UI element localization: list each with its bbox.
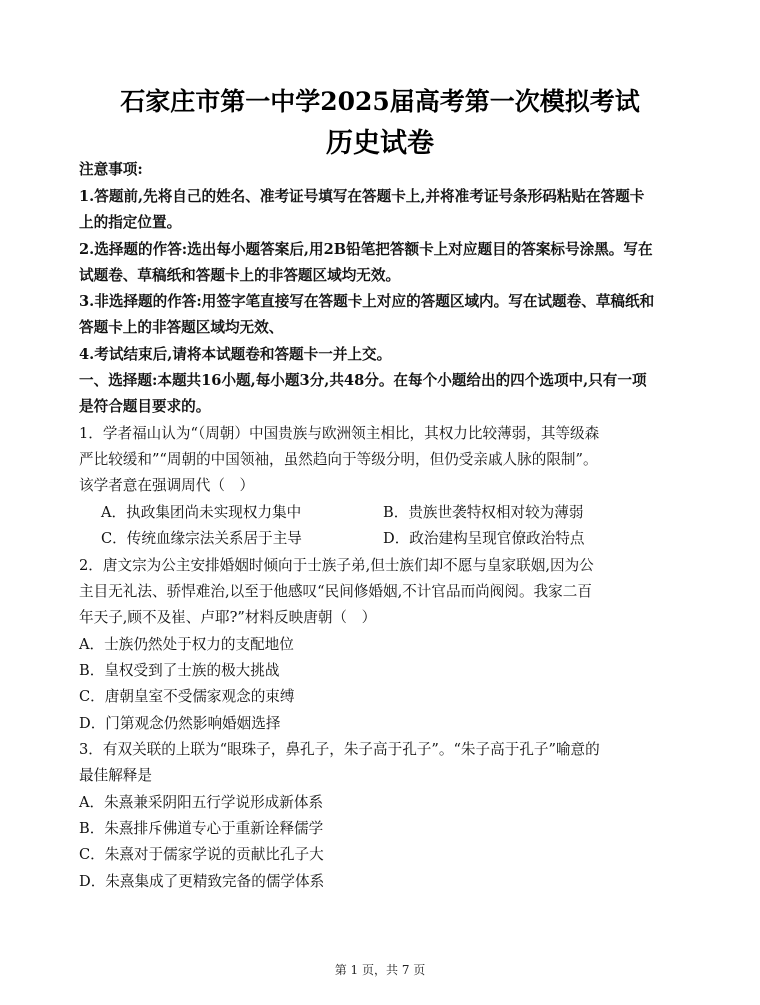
notice-line: 试题卷、草稿纸和答题卡上的非答题区域均无效。 (79, 267, 401, 284)
option-d: D．政治建构呈现官僚政治特点 (383, 530, 585, 547)
notice-line: 3.非选择题的作答:用签字笔直接写在答题卡上对应的答题区域内。写在试题卷、草稿纸和 (79, 293, 655, 310)
notice-line: 上的指定位置。 (79, 214, 182, 231)
option-b: B．贵族世袭特权相对较为薄弱 (383, 504, 584, 521)
notice-line: 2.选择题的作答:选出每小题答案后,用2B铅笔把答额卡上对应题目的答案标号涂黑。写在 (79, 241, 653, 258)
option-c: C．唐朝皇室不受儒家观念的束缚 (79, 688, 295, 705)
exam-title: 石家庄市第一中学2025届高考第一次模拟考试 (120, 87, 640, 116)
section-line: 是符合题目要求的。 (79, 398, 211, 415)
page-number: 第 1 页，共 7 页 (334, 963, 426, 977)
option-a: A．士族仍然处于权力的支配地位 (79, 636, 294, 653)
question-stem-line: 该学者意在强调周代（ ） (79, 477, 255, 494)
option-d: D．门第观念仍然影响婚姻选择 (79, 715, 281, 732)
option-b: B．皇权受到了士族的极大挑战 (79, 662, 280, 679)
section-line: 一、选择题:本题共16小题,每小题3分,共48分。在每个小题给出的四个选项中,只有一项 (79, 372, 647, 389)
option-a: A．执政集团尚未实现权力集中 (101, 504, 302, 521)
exam-subtitle: 历史试卷 (326, 128, 434, 159)
question-stem-line: 1．学者福山认为“（周朝）中国贵族与欧洲领主相比，其权力比较薄弱，其等级森 (79, 425, 600, 442)
option-b: B．朱熹排斥佛道专心于重新诠释儒学 (79, 820, 324, 837)
notice-line: 4.考试结束后,请将本试题卷和答题卡一并上交。 (79, 346, 392, 363)
notice-heading: 注意事项: (79, 161, 143, 178)
notice-line: 答题卡上的非答题区域均无效、 (79, 319, 284, 336)
notice-line: 1.答题前,先将自己的姓名、准考证号填写在答题卡上,并将准考证号条形码粘贴在答题卡 (79, 188, 645, 205)
option-c: C．传统血缘宗法关系居于主导 (101, 530, 302, 547)
question-stem-line: 年天子,顾不及崔、卢耶?”材料反映唐朝（ ） (79, 609, 377, 626)
question-stem-line: 主目无礼法、骄悍难治,以至于他感叹“民间修婚姻,不计官品而尚阀阅。我家二百 (79, 583, 592, 600)
option-d: D．朱熹集成了更精致完备的儒学体系 (79, 873, 325, 890)
question-stem-line: 3．有双关联的上联为“眼珠子，鼻孔子，朱子高于孔子”。“朱子高于孔子”喻意的 (79, 741, 600, 758)
option-a: A．朱熹兼采阴阳五行学说形成新体系 (79, 794, 324, 811)
question-stem-line: 最佳解释是 (79, 767, 152, 784)
question-stem-line: 2．唐文宗为公主安排婚姻时倾向于士族子弟,但士族们却不愿与皇家联姻,因为公 (79, 557, 594, 574)
option-c: C．朱熹对于儒家学说的贡献比孔子大 (79, 846, 324, 863)
question-stem-line: 严比较缓和”“周朝的中国领袖，虽然趋向于等级分明，但仍受亲戚人脉的限制”。 (79, 451, 598, 468)
